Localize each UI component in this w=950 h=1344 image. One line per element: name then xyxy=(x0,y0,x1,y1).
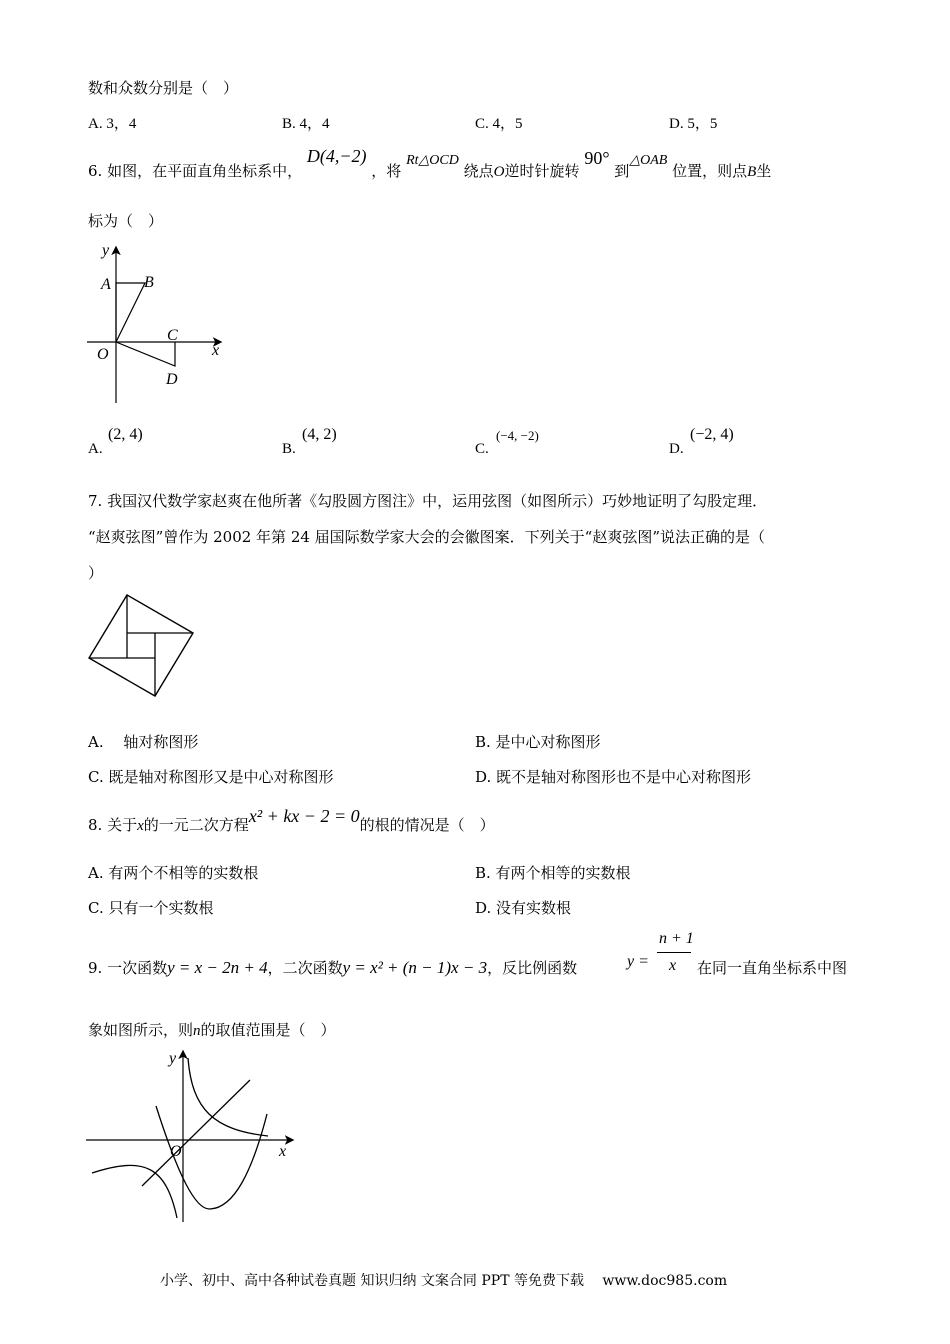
q6-label-o: O xyxy=(97,346,109,363)
q5-option-c: C. 4，5 xyxy=(475,116,523,132)
q9-stem xyxy=(88,957,577,978)
q5-option-a: A. 3，4 xyxy=(88,116,137,132)
q6-text-1: ，将 xyxy=(371,162,402,180)
q6-point-b: B xyxy=(747,164,757,180)
q7-option-b: B. 是中心对称图形 xyxy=(475,733,601,751)
q6-stem-line2: 标为（ ） xyxy=(88,212,164,230)
q9-pre: 9. 一次函数 xyxy=(88,959,168,977)
q6-text-3: 逆时针旋转 xyxy=(504,162,580,180)
q6-label-d: D xyxy=(166,371,178,388)
q9-line2-pre: 象如图所示，则 xyxy=(88,1021,194,1039)
q8-mid: 的一元二次方程 xyxy=(143,816,249,834)
q6-rt-ocd: Rt△OCD xyxy=(406,153,459,168)
q9-quadratic: y = x² + (n − 1)x − 3 xyxy=(342,958,488,977)
q7-line-3: ） xyxy=(88,564,104,582)
q6-label-a: A xyxy=(101,276,111,293)
q6-tri-oab: △OAB xyxy=(629,153,668,168)
q8-option-d: D. 没有实数根 xyxy=(475,899,572,917)
q8-pre: 8. 关于 xyxy=(88,816,138,834)
q6-text-6: 坐 xyxy=(756,162,772,180)
q9-text-1: ，二次函数 xyxy=(267,959,343,977)
q6-option-d-value: (−2, 4) xyxy=(690,426,734,443)
q9-fraction-bar xyxy=(657,952,691,953)
q9-linear: y = x − 2n + 4 xyxy=(167,958,268,977)
q9-label-x: x xyxy=(279,1143,287,1160)
q8-equation: x² + kx − 2 = 0 xyxy=(248,806,360,826)
q6-option-b-value: (4, 2) xyxy=(302,426,337,443)
q6-label-y: y xyxy=(102,242,110,259)
q7-zhaoshuang-diagram xyxy=(86,593,196,698)
q8-option-a: A. 有两个不相等的实数根 xyxy=(88,864,259,882)
q7-option-c: C. 既是轴对称图形又是中心对称图形 xyxy=(88,768,334,786)
q6-option-d-letter: D. xyxy=(669,441,684,457)
q6-option-c-letter: C. xyxy=(475,441,489,457)
q5-option-b: B. 4，4 xyxy=(282,116,330,132)
q6-text-5: 位置，则点 xyxy=(672,162,748,180)
q7-option-a: A. 轴对称图形 xyxy=(88,733,199,751)
q6-option-c-value: (−4, −2) xyxy=(496,428,539,443)
q6-angle: 90° xyxy=(584,148,610,168)
q5-tail: 数和众数分别是（ ） xyxy=(88,79,239,97)
q8-option-c: C. 只有一个实数根 xyxy=(88,899,214,917)
q6-label-c: C xyxy=(167,327,178,344)
q9-var-n: n xyxy=(193,1023,201,1039)
q9-text-2: ，反比例函数 xyxy=(487,959,578,977)
q6-label-b: B xyxy=(144,274,154,291)
q9-line2-post: 的取值范围是（ ） xyxy=(200,1021,336,1039)
q8-var-x: x xyxy=(137,818,144,834)
q6-label-x: x xyxy=(212,342,220,359)
q9-inverse-numerator: n + 1 xyxy=(659,930,694,947)
q9-function-graphs xyxy=(84,1048,299,1223)
q6-number: 6. 如图，在平面直角坐标系中， xyxy=(88,162,303,180)
q8-stem xyxy=(88,806,495,835)
q8-post: 的根的情况是（ ） xyxy=(359,816,495,834)
q9-label-o: O xyxy=(170,1143,182,1160)
q9-stem-line2 xyxy=(88,1019,336,1040)
q6-triangle-ocd xyxy=(116,342,175,366)
q9-inverse-left: y = xyxy=(627,953,649,970)
q6-coordinate-figure xyxy=(85,238,235,408)
q9-hyperbola-q3 xyxy=(92,1165,177,1218)
q6-text-4: 到 xyxy=(614,162,630,180)
q7-option-d: D. 既不是轴对称图形也不是中心对称图形 xyxy=(475,768,752,786)
q6-option-a-letter: A. xyxy=(88,441,103,457)
q9-hyperbola-q1 xyxy=(188,1058,268,1136)
q6-option-a-value: (2, 4) xyxy=(108,426,143,443)
q6-text-2: 绕点 xyxy=(463,162,494,180)
q6-point-d: D(4,−2) xyxy=(306,146,367,166)
q7-outer-square xyxy=(89,595,193,696)
q6-triangle-oab xyxy=(116,283,145,342)
q6-point-o: O xyxy=(493,164,505,180)
q6-option-b-letter: B. xyxy=(282,441,296,457)
q9-text-3: 在同一直角坐标系中图 xyxy=(697,959,848,977)
q7-line-2: “赵爽弦图”曾作为 2002 年第 24 届国际数学家大会的会徽图案．下列关于“赵爽弦图”说法正确的是（ xyxy=(88,528,766,546)
q7-line-1: 7. 我国汉代数学家赵爽在他所著《勾股圆方图注》中，运用弦图（如图所示）巧妙地证明了勾股定理． xyxy=(88,492,768,510)
q9-inverse-denominator: x xyxy=(669,957,677,974)
q8-option-b: B. 有两个相等的实数根 xyxy=(475,864,631,882)
q5-option-d: D. 5，5 xyxy=(669,116,718,132)
page-footer: 小学、初中、高中各种试卷真题 知识归纳 文案合同 PPT 等免费下载 www.doc985.com xyxy=(160,1273,728,1289)
q6-stem xyxy=(88,146,772,181)
q9-label-y: y xyxy=(169,1050,177,1067)
